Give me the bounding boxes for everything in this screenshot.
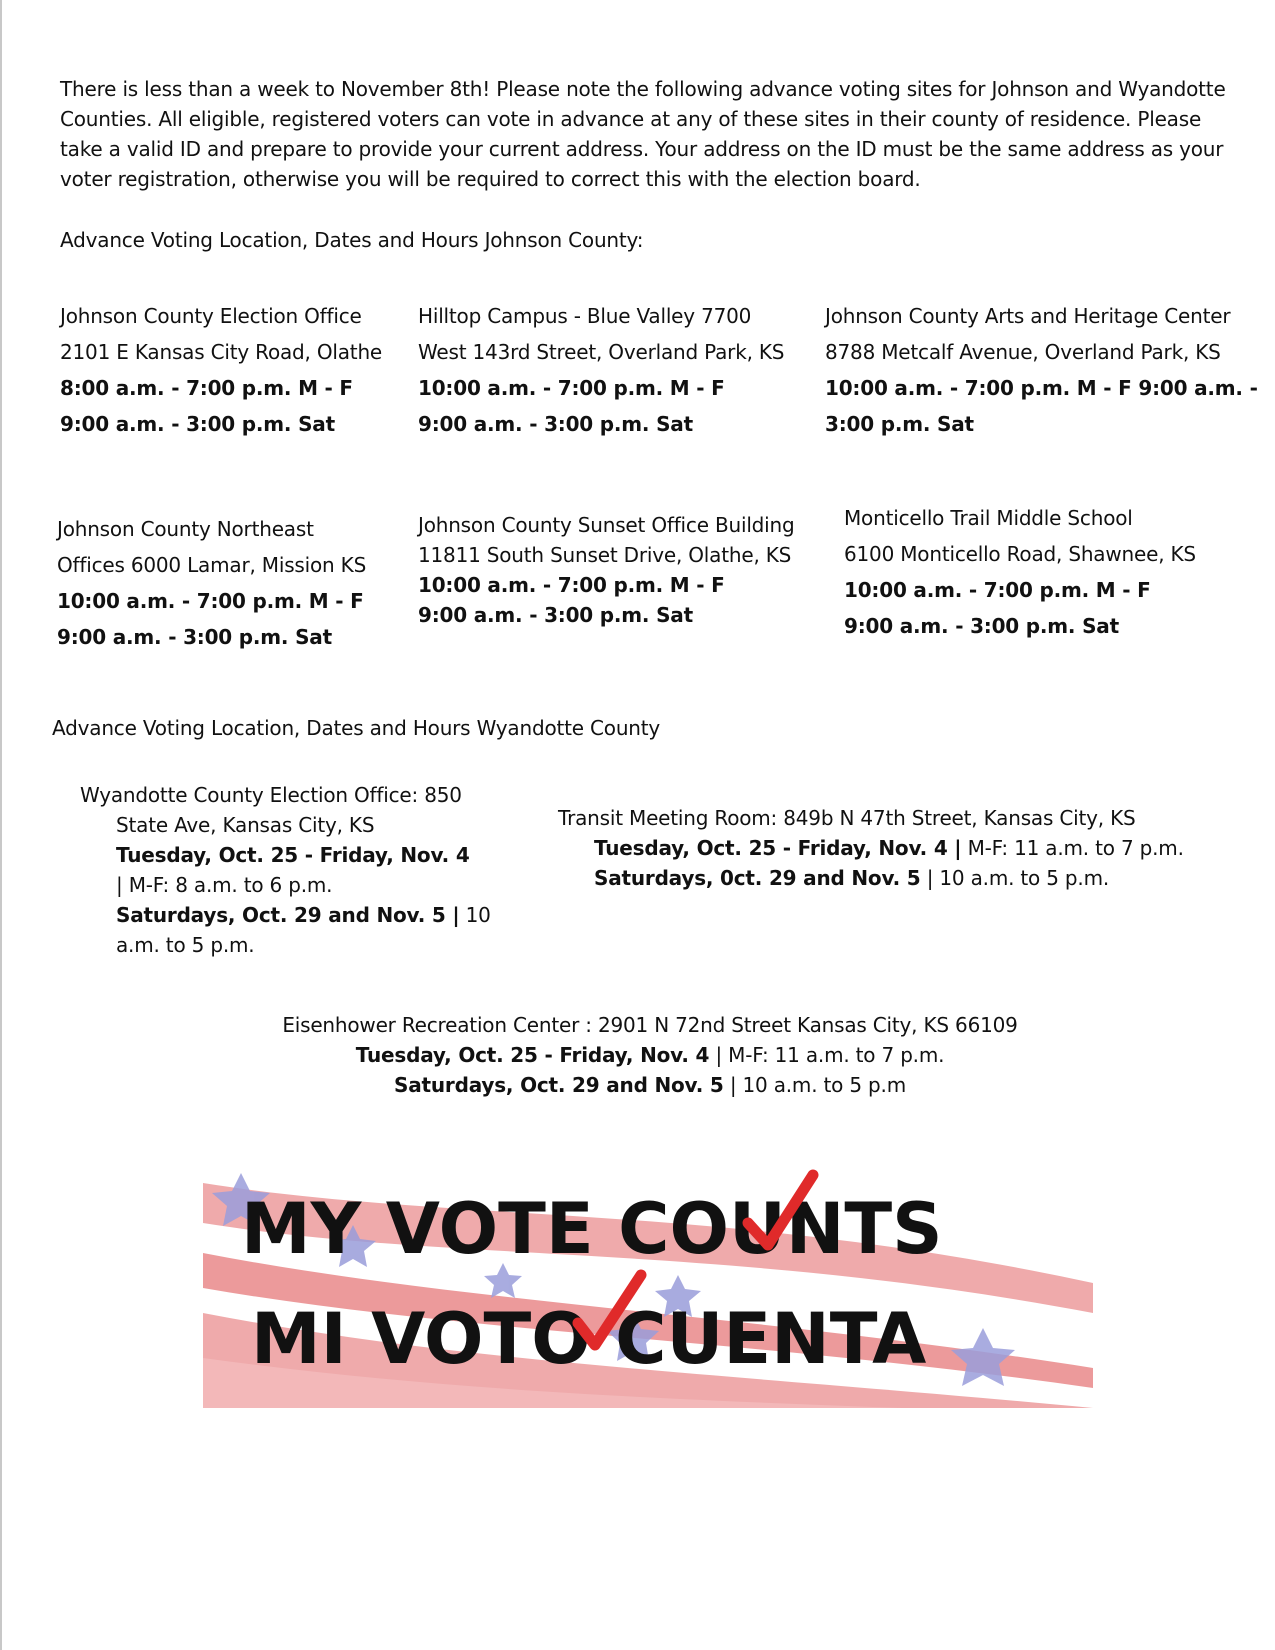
site-saturday-hours: | 10 a.m. to 5 p.m — [729, 1073, 906, 1097]
site-eisenhower-recreation-center — [240, 1010, 1060, 1100]
site-weekday-dates: Tuesday, Oct. 25 - Friday, Nov. 4 | — [594, 836, 962, 860]
site-hours-weekday: 10:00 a.m. - 7:00 p.m. M - F — [418, 573, 725, 597]
site-saturday-dates: Saturdays, Oct. 29 and Nov. 5 | — [116, 903, 460, 927]
site-johnson-election-office — [60, 298, 382, 442]
site-name: Johnson County Northeast — [57, 517, 314, 541]
site-address: State Ave, Kansas City, KS — [116, 813, 375, 837]
site-weekday-hours: M-F: 11 a.m. to 7 p.m. — [967, 836, 1184, 860]
site-name: Johnson County Election Office — [60, 304, 362, 328]
star-icon — [951, 1328, 1015, 1386]
banner-line-spanish: MI VOTO CUENTA — [251, 1298, 927, 1380]
site-name: Wyandotte County Election Office: 850 — [80, 783, 462, 807]
site-hours-saturday: 3:00 p.m. Sat — [825, 412, 974, 436]
site-name: Transit Meeting Room: 849b N 47th Street, Kansas City, KS — [558, 806, 1136, 830]
site-address: 8788 Metcalf Avenue, Overland Park, KS — [825, 340, 1221, 364]
site-weekday-hours: | M-F: 8 a.m. to 6 p.m. — [116, 873, 333, 897]
site-transit-meeting-room — [558, 803, 1258, 893]
site-weekday-hours: | M-F: 11 a.m. to 7 p.m. — [715, 1043, 945, 1067]
site-arts-heritage-center — [825, 298, 1258, 442]
site-name: Johnson County Sunset Office Building — [418, 513, 795, 537]
site-hours-weekday: 10:00 a.m. - 7:00 p.m. M - F — [57, 589, 364, 613]
site-hours-saturday: 9:00 a.m. - 3:00 p.m. Sat — [60, 412, 335, 436]
site-address: 2101 E Kansas City Road, Olathe — [60, 340, 383, 364]
site-saturday-hours-cont: a.m. to 5 p.m. — [116, 933, 255, 957]
site-johnson-northeast — [57, 511, 366, 655]
intro-paragraph: There is less than a week to November 8th! Please note the following advance voting sites for Johnson and Wyandotte Counties. All eligible, registered voters can vote in advance at any of these sites in their county of residence. Please take a valid ID and prepare to provide your current address. Your address on the ID must be the same address as your voter registration, otherwise you will be required to correct this with the election board. — [60, 77, 1226, 191]
site-hours-saturday: 9:00 a.m. - 3:00 p.m. Sat — [57, 625, 332, 649]
site-saturday-dates: Saturdays, 0ct. 29 and Nov. 5 — [594, 866, 921, 890]
site-hours-weekday: 10:00 a.m. - 7:00 p.m. M - F 9:00 a.m. - — [825, 376, 1258, 400]
page-edge — [0, 0, 2, 1650]
my-vote-counts-banner — [203, 1163, 1093, 1408]
site-address: 6100 Monticello Road, Shawnee, KS — [844, 542, 1196, 566]
site-saturday-dates: Saturdays, Oct. 29 and Nov. 5 — [394, 1073, 724, 1097]
site-monticello-trail — [844, 500, 1196, 644]
site-saturday-hours: 10 — [465, 903, 491, 927]
johnson-heading: Advance Voting Location, Dates and Hours Johnson County: — [60, 228, 644, 252]
site-name: Eisenhower Recreation Center : 2901 N 72nd Street Kansas City, KS 66109 — [282, 1013, 1018, 1037]
site-saturday-hours: | 10 a.m. to 5 p.m. — [926, 866, 1110, 890]
site-hours-weekday: 10:00 a.m. - 7:00 p.m. M - F — [844, 578, 1151, 602]
banner-line-english: MY VOTE COUNTS — [241, 1188, 943, 1270]
site-wyandotte-election-office — [80, 780, 500, 960]
site-hilltop-campus — [418, 298, 784, 442]
site-name: Hilltop Campus - Blue Valley 7700 — [418, 304, 752, 328]
site-hours-saturday: 9:00 a.m. - 3:00 p.m. Sat — [418, 603, 693, 627]
site-address: 11811 South Sunset Drive, Olathe, KS — [418, 543, 792, 567]
flag-banner-graphic — [203, 1163, 1093, 1408]
site-name: Monticello Trail Middle School — [844, 506, 1133, 530]
site-weekday-dates: Tuesday, Oct. 25 - Friday, Nov. 4 — [116, 843, 470, 867]
site-sunset-office-building — [418, 510, 795, 630]
site-hours-saturday: 9:00 a.m. - 3:00 p.m. Sat — [418, 412, 693, 436]
site-address: Offices 6000 Lamar, Mission KS — [57, 553, 367, 577]
site-address: West 143rd Street, Overland Park, KS — [418, 340, 785, 364]
site-name: Johnson County Arts and Heritage Center — [825, 304, 1231, 328]
site-hours-weekday: 10:00 a.m. - 7:00 p.m. M - F — [418, 376, 725, 400]
site-hours-weekday: 8:00 a.m. - 7:00 p.m. M - F — [60, 376, 353, 400]
site-weekday-dates: Tuesday, Oct. 25 - Friday, Nov. 4 — [355, 1043, 710, 1067]
site-hours-saturday: 9:00 a.m. - 3:00 p.m. Sat — [844, 614, 1119, 638]
wyandotte-heading: Advance Voting Location, Dates and Hours Wyandotte County — [52, 716, 661, 740]
